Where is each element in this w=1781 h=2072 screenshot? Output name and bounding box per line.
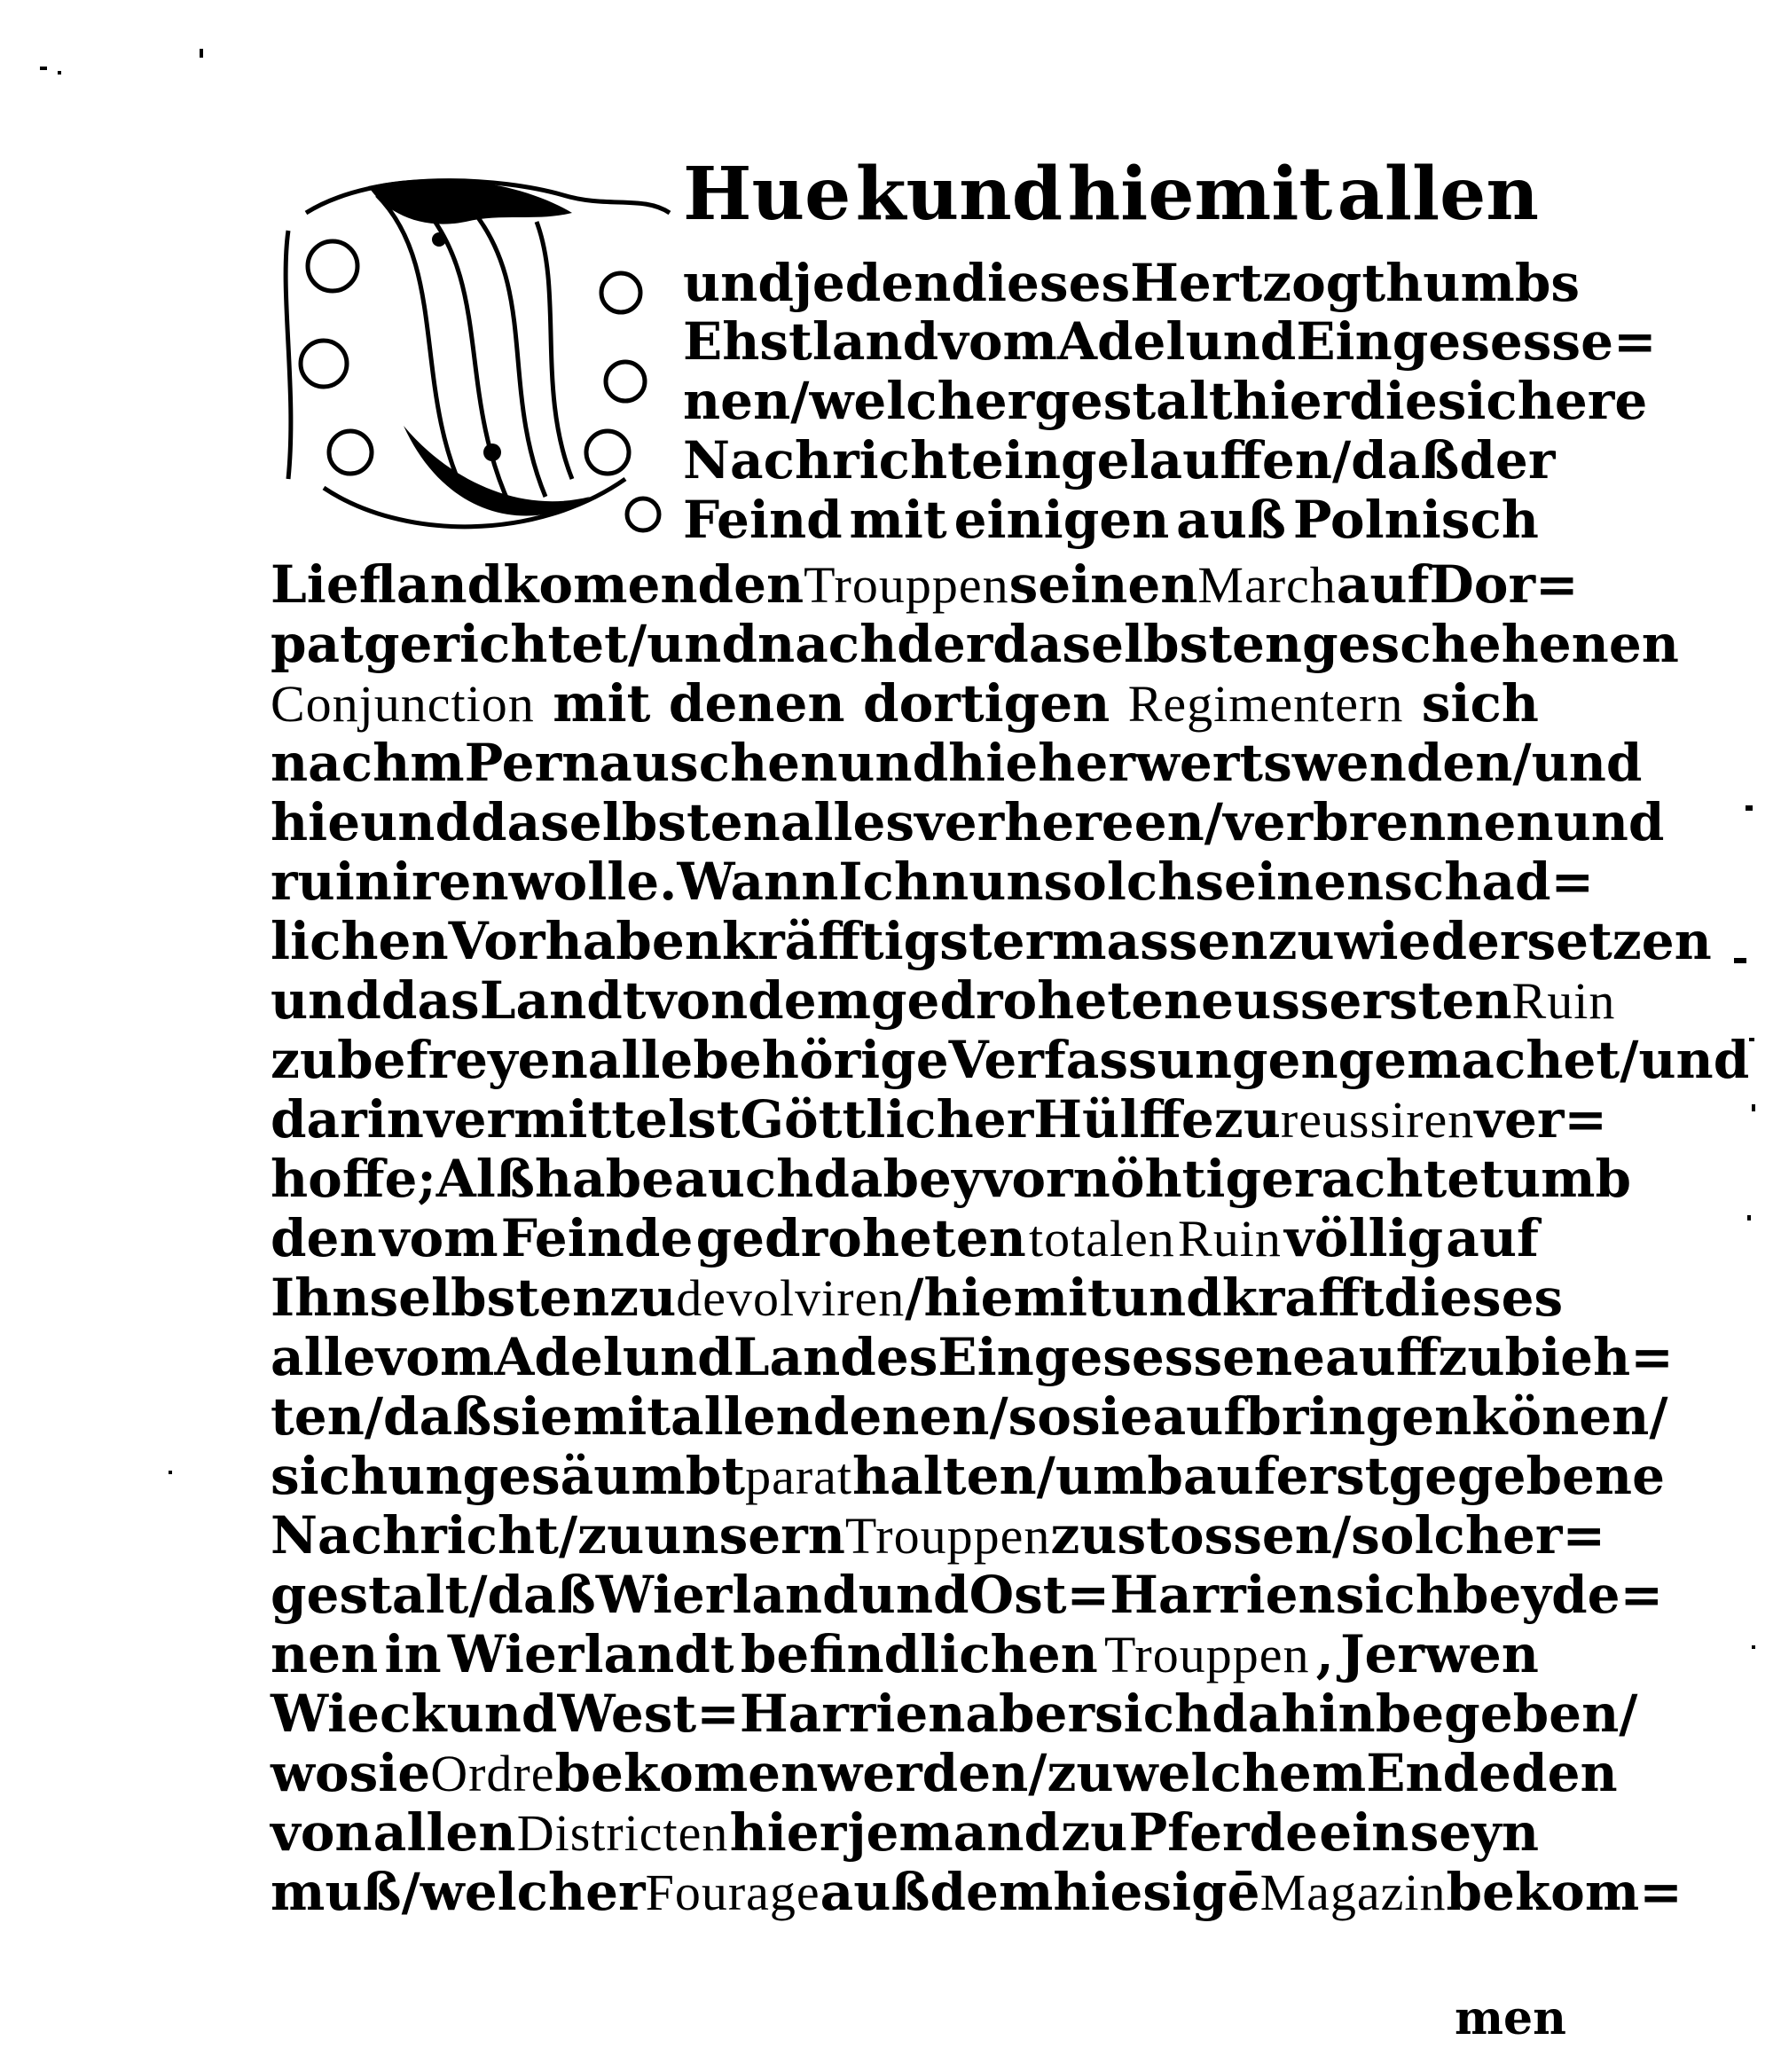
word: wo: [271, 1743, 349, 1803]
word: schad=: [1384, 852, 1595, 912]
latin-word: Conjunction: [271, 675, 535, 733]
word: sich: [271, 1446, 388, 1506]
word: gegebene: [1388, 1446, 1666, 1506]
text-line: [271, 1862, 1683, 1922]
text-line: [271, 1743, 1618, 1803]
word: nun: [931, 852, 1044, 912]
word: sich: [1094, 1684, 1212, 1744]
word: massen: [1052, 911, 1268, 971]
word: selbsten: [369, 1268, 610, 1328]
text-line: [271, 1505, 1606, 1566]
word: ,: [1315, 1624, 1334, 1684]
word: hier: [729, 1802, 847, 1863]
word: Pernauschen: [464, 733, 838, 793]
word: Adel: [494, 1327, 623, 1387]
word: eingelauffen: [970, 430, 1332, 491]
word: ungesäumbt: [388, 1446, 746, 1506]
word: wenden: [1291, 733, 1513, 793]
word: Landt: [479, 970, 647, 1031]
word: denen: [812, 1386, 990, 1447]
word: Alß: [435, 1149, 535, 1209]
word: alle: [587, 1030, 694, 1090]
word: wolle.: [508, 852, 678, 912]
word: und: [622, 1327, 734, 1387]
word: zu: [1047, 1743, 1114, 1803]
word: mit: [849, 490, 947, 550]
word: verhereen: [914, 792, 1204, 852]
scan-speck: [1734, 958, 1746, 963]
word: in: [384, 1624, 442, 1684]
word: Wierlandt: [447, 1624, 734, 1684]
word: sie: [491, 1386, 573, 1447]
word: daß: [383, 1386, 492, 1447]
word: auß: [1176, 490, 1286, 550]
word: dem: [930, 1862, 1054, 1922]
word: /: [905, 1268, 924, 1328]
scan-speck: [1746, 805, 1753, 811]
word: vor: [981, 1149, 1073, 1209]
word: pat: [271, 614, 364, 674]
word: Ehstland: [683, 311, 939, 372]
word: welchem: [1113, 1743, 1367, 1803]
word: vermittelst: [423, 1089, 741, 1150]
text-line: [683, 430, 1556, 491]
word: allen: [1337, 152, 1539, 237]
word: stossen: [1117, 1505, 1332, 1566]
text-line: [683, 152, 1539, 237]
word: Ende: [1366, 1743, 1512, 1803]
word: Dor=: [1429, 554, 1579, 615]
word: de=: [1551, 1565, 1664, 1625]
word: dieses: [1384, 1268, 1564, 1328]
word: auf: [1446, 1208, 1539, 1268]
word: sich: [1335, 1565, 1453, 1625]
word: Eingesesse=: [1296, 311, 1657, 372]
word: halten: [852, 1446, 1037, 1506]
word: alles: [780, 792, 915, 852]
word: Ihn: [271, 1268, 370, 1328]
word: zu: [1213, 1089, 1281, 1150]
word: dem: [748, 970, 871, 1031]
latin-word: Fourage: [645, 1864, 820, 1921]
word: dieses: [951, 253, 1131, 313]
word: ten/: [271, 1386, 384, 1447]
word: Nachricht: [271, 1505, 559, 1566]
word: sich: [1421, 673, 1539, 734]
text-line: [271, 1089, 1608, 1150]
scan-speck: [1747, 1215, 1751, 1220]
word: dahin: [1212, 1684, 1376, 1744]
text-line: [683, 371, 1648, 431]
word: Adel: [1056, 311, 1186, 372]
text-line: [271, 673, 1539, 734]
text-line: [271, 614, 1679, 674]
word: Verfassungen: [948, 1030, 1338, 1090]
word: nen: [271, 1624, 379, 1684]
word: und: [1185, 311, 1297, 372]
word: alle: [271, 1327, 376, 1387]
word: umb: [1055, 1446, 1183, 1506]
word: könen/: [1471, 1386, 1668, 1447]
word: völlig: [1284, 1208, 1444, 1268]
latin-word: Ordre: [430, 1745, 555, 1802]
latin-word: Trouppen: [1104, 1626, 1310, 1684]
word: /: [1331, 1505, 1352, 1566]
scan-speck: [200, 49, 203, 58]
word: nach: [757, 614, 898, 674]
word: /: [1331, 430, 1352, 491]
word: Feinde: [500, 1208, 694, 1268]
word: der: [1459, 430, 1556, 491]
word: seinen: [1195, 852, 1385, 912]
word: dabey: [813, 1149, 982, 1209]
word: allen: [671, 1386, 813, 1447]
word: die: [1349, 371, 1438, 431]
word: gedroheten: [870, 970, 1202, 1031]
word: und: [360, 792, 472, 852]
text-line: [271, 852, 1595, 912]
scan-speck: [169, 1471, 172, 1474]
word: umb: [1503, 1149, 1632, 1209]
word: /: [558, 1505, 578, 1566]
word: den: [1511, 1743, 1618, 1803]
text-line: [271, 1268, 1564, 1328]
word: seyn: [1409, 1802, 1539, 1863]
text-line: [271, 1802, 1539, 1863]
scan-speck: [1752, 1645, 1755, 1649]
text-line: [271, 1446, 1666, 1506]
word: und: [647, 614, 758, 674]
word: ein: [1319, 1802, 1409, 1863]
latin-word: devolviren: [676, 1269, 906, 1327]
word: gemachet/und: [1338, 1030, 1750, 1090]
text-line: [271, 792, 1665, 852]
word: befreyen: [337, 1030, 588, 1090]
word: das: [381, 970, 480, 1031]
word: mit: [553, 673, 651, 734]
word: Feind: [683, 490, 843, 550]
word: daß: [487, 1565, 596, 1625]
word: Nachricht: [683, 430, 971, 491]
word: /: [1036, 1446, 1055, 1506]
word: von: [646, 970, 749, 1031]
text-line: [271, 1030, 1750, 1090]
word: und: [837, 733, 949, 793]
word: Hertzogthumbs: [1130, 253, 1581, 313]
word: auch: [674, 1149, 814, 1209]
catchword: men: [1455, 1991, 1566, 2045]
word: vom: [379, 1208, 498, 1268]
word: seinen: [1008, 554, 1198, 615]
word: zu: [609, 1268, 677, 1328]
text-line: [271, 1327, 1674, 1387]
word: /: [468, 1565, 488, 1625]
text-line: [683, 253, 1581, 313]
word: bekomen: [554, 1743, 819, 1803]
word: zu: [1050, 1505, 1118, 1566]
word: werden/: [818, 1743, 1047, 1803]
word: verbrennen: [1222, 792, 1554, 852]
latin-word: Districten: [516, 1804, 729, 1862]
text-line: [271, 1386, 1668, 1447]
word: muß/welcher: [271, 1862, 646, 1922]
word: welchergestalt: [809, 371, 1233, 431]
word: hier: [1232, 371, 1350, 431]
latin-word: totalen: [1028, 1210, 1175, 1268]
word: der: [897, 614, 993, 674]
word: /: [989, 1386, 1008, 1447]
word: und: [858, 1565, 969, 1625]
word: Göttlicher: [740, 1089, 1034, 1150]
word: jeden: [793, 253, 952, 313]
word: Wieck: [271, 1684, 447, 1744]
word: zu: [577, 1505, 645, 1566]
scan-speck: [40, 67, 47, 70]
word: allen: [373, 1802, 516, 1863]
latin-word: parat: [745, 1448, 853, 1505]
word: aufbringen: [1152, 1386, 1472, 1447]
text-line: [271, 1565, 1664, 1625]
word: vom: [375, 1327, 495, 1387]
word: geschehenen: [1302, 614, 1679, 674]
text-line: [271, 733, 1643, 793]
text-line: [683, 311, 1657, 372]
word: auf: [1182, 1446, 1276, 1506]
word: auf: [1336, 554, 1430, 615]
word: bey: [1452, 1565, 1552, 1625]
word: daß: [1351, 430, 1460, 491]
latin-word: Trouppen: [804, 556, 1009, 614]
word: und: [1110, 1268, 1222, 1328]
word: /: [1512, 733, 1532, 793]
word: auß: [820, 1862, 930, 1922]
word: Wann: [677, 852, 839, 912]
word: denen: [668, 673, 845, 734]
word: Wierland: [595, 1565, 859, 1625]
word: dortigen: [863, 673, 1110, 734]
word: daselbsten: [992, 614, 1303, 674]
text-line: [271, 1149, 1632, 1209]
word: den: [271, 1208, 377, 1268]
latin-word: Trouppen: [844, 1507, 1051, 1565]
word: und: [1531, 733, 1643, 793]
word: jemand: [847, 1802, 1061, 1863]
word: einigen: [953, 490, 1170, 550]
word: sie: [1071, 1386, 1153, 1447]
word: krafft: [1221, 1268, 1385, 1328]
word: West=Harrien: [557, 1684, 966, 1744]
word: kräfftigster: [721, 911, 1053, 971]
text-line: [271, 970, 1616, 1031]
text-line: [271, 911, 1712, 971]
word: behörige: [693, 1030, 949, 1090]
word: Hue: [683, 152, 851, 237]
word: mit: [572, 1386, 671, 1447]
word: befindlichen: [740, 1624, 1098, 1684]
latin-word: March: [1197, 556, 1337, 614]
word: habe: [534, 1149, 675, 1209]
word: nen: [683, 371, 791, 431]
word: hiesigē: [1053, 1862, 1260, 1922]
word: hiemit: [1067, 152, 1333, 237]
word: solch: [1043, 852, 1196, 912]
scan-speck: [1752, 1104, 1755, 1111]
word: Liefland: [271, 554, 504, 615]
word: gedroheten: [695, 1208, 1026, 1268]
word: hiemit: [923, 1268, 1111, 1328]
decorated-initial-icon: [271, 160, 674, 550]
text-line: [683, 490, 1539, 550]
word: Jerwen: [1340, 1624, 1539, 1684]
text-line: [271, 1684, 1638, 1744]
word: komenden: [503, 554, 804, 615]
word: /: [627, 614, 647, 674]
word: und: [446, 1684, 558, 1744]
latin-word: Magazin: [1259, 1864, 1447, 1921]
word: so: [1008, 1386, 1071, 1447]
word: zu: [271, 1030, 338, 1090]
word: Vorhaben: [448, 911, 722, 971]
word: und: [271, 970, 381, 1031]
word: hie: [271, 792, 361, 852]
word: wiedersetzen: [1334, 911, 1712, 971]
text-line: [271, 1624, 1539, 1684]
word: /: [1204, 792, 1223, 852]
word: erachtet: [1261, 1149, 1504, 1209]
word: darin: [271, 1089, 424, 1150]
word: ruiniren: [271, 852, 509, 912]
scan-speck: [1749, 1038, 1754, 1041]
word: nöhtig: [1072, 1149, 1261, 1209]
word: kund: [855, 152, 1063, 237]
word: bekom=: [1446, 1862, 1683, 1922]
word: erst: [1275, 1446, 1389, 1506]
word: auffzubieh=: [1325, 1327, 1674, 1387]
word: /: [790, 371, 810, 431]
word: gestalt: [271, 1565, 469, 1625]
word: daselbsten: [471, 792, 781, 852]
latin-word: reussiren: [1280, 1091, 1475, 1149]
word: und: [1553, 792, 1665, 852]
word: Eingesessene: [938, 1327, 1326, 1387]
word: zu: [1061, 1802, 1128, 1863]
word: Ost=Harrien: [969, 1565, 1336, 1625]
word: nachm: [271, 733, 465, 793]
word: und: [683, 253, 794, 313]
word: solcher=: [1351, 1505, 1606, 1566]
word: eussersten: [1201, 970, 1512, 1031]
word: gerichtet: [363, 614, 628, 674]
text-line: [271, 1208, 1539, 1268]
word: Polnisch: [1292, 490, 1539, 550]
word: zu: [1267, 911, 1335, 971]
word: aber: [965, 1684, 1095, 1744]
word: unsern: [644, 1505, 845, 1566]
word: begeben/: [1375, 1684, 1638, 1744]
word: vom: [938, 311, 1057, 372]
word: hieherwerts: [948, 733, 1292, 793]
word: von: [271, 1802, 373, 1863]
word: hoffe;: [271, 1149, 436, 1209]
word: Pferde: [1128, 1802, 1319, 1863]
word: Ich: [838, 852, 932, 912]
word: Hülffe: [1033, 1089, 1214, 1150]
text-line: [271, 554, 1579, 615]
scan-speck: [58, 71, 61, 75]
latin-word: Ruin: [1178, 1210, 1282, 1268]
word: lichen: [271, 911, 449, 971]
latin-word: Regimentern: [1127, 675, 1404, 733]
word: sie: [349, 1743, 431, 1803]
latin-word: Ruin: [1511, 972, 1616, 1030]
word: sichere: [1437, 371, 1648, 431]
word: ver=: [1474, 1089, 1608, 1150]
word: Landes: [733, 1327, 938, 1387]
